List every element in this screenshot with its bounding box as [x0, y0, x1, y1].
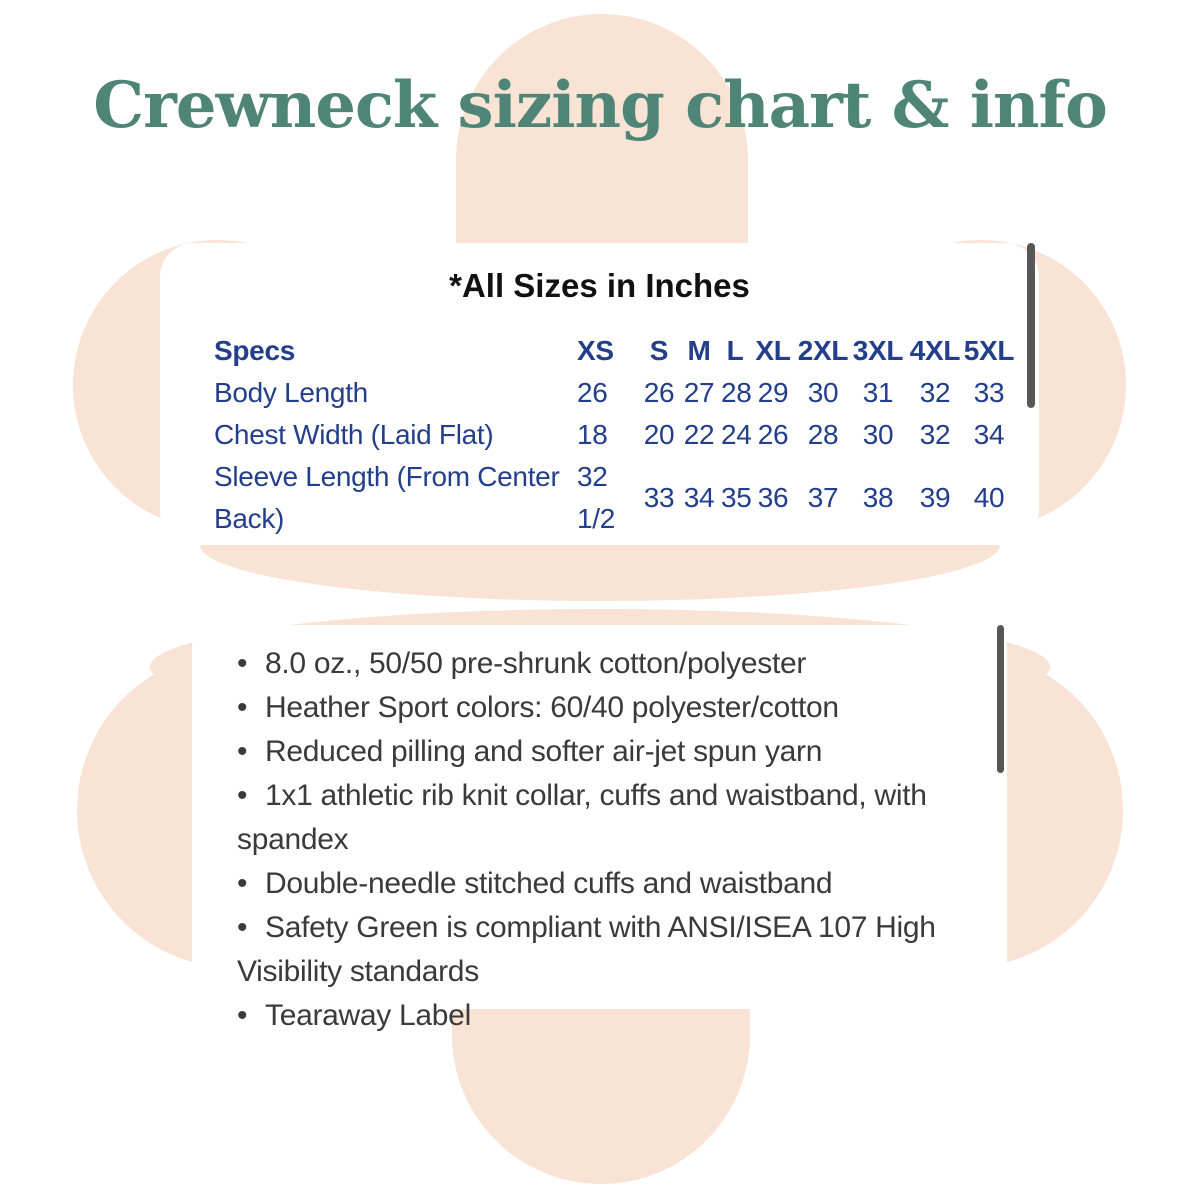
spec-value: 28 [721, 377, 752, 408]
spec-value: 22 [683, 419, 715, 450]
bullet-icon: • [237, 735, 248, 768]
spec-value-line: 1/2 [577, 503, 616, 534]
spec-label-line: Chest Width (Laid Flat) [214, 419, 494, 450]
list-item [237, 642, 977, 686]
spec-value-xs [577, 414, 641, 456]
spec-value: 27 [683, 377, 715, 408]
spec-value: 36 [757, 482, 789, 513]
table-header-size: M [687, 335, 711, 366]
spec-value-line: 26 [577, 377, 608, 408]
spec-value: 24 [721, 419, 752, 450]
list-item [237, 774, 977, 862]
table-header-row [214, 330, 1015, 372]
list-item [237, 994, 977, 1038]
sizing-table [214, 330, 1015, 540]
list-item [237, 906, 977, 994]
spec-value-xs [577, 372, 641, 414]
spec-value: 29 [757, 377, 789, 408]
spec-value: 35 [721, 482, 752, 513]
table-row [214, 456, 1015, 540]
spec-value: 40 [973, 482, 1005, 513]
list-item-line: • Reduced pilling and softer air-jet spun yarn [237, 730, 977, 774]
spec-label-line: Body Length [214, 377, 368, 408]
table-header-size: 2XL [797, 335, 849, 366]
spec-value: 26 [643, 377, 675, 408]
table-header-size: 3XL [852, 335, 904, 366]
list-item-line: • Double-needle stitched cuffs and waistband [237, 862, 977, 906]
spec-value: 30 [862, 419, 894, 450]
list-item-line: Visibility standards [237, 955, 479, 988]
spec-value: 20 [643, 419, 675, 450]
spec-value: 37 [807, 482, 839, 513]
product-info-list [237, 642, 977, 1038]
list-item [237, 730, 977, 774]
list-item-line: • Heather Sport colors: 60/40 polyester/cotton [237, 686, 977, 730]
spec-label [214, 372, 577, 414]
table-row [214, 414, 1015, 456]
table-header-specs: Specs [214, 335, 295, 366]
page-title: Crewneck sizing chart & info [93, 68, 1107, 143]
list-item-line: spandex [237, 823, 349, 856]
table-header-size: 5XL [963, 335, 1015, 366]
spec-value-line: 32 [577, 461, 608, 492]
sizing-card-scrollbar[interactable] [1027, 243, 1035, 408]
table-header-size: 4XL [909, 335, 961, 366]
bullet-icon: • [237, 911, 248, 944]
list-item-line: • Safety Green is compliant with ANSI/ISEA 107 High [237, 906, 977, 950]
table-header-size: XS [577, 335, 614, 366]
product-info-card [192, 625, 1007, 1032]
list-item [237, 862, 977, 906]
product-info-scrollbar[interactable] [997, 625, 1004, 773]
table-row [214, 372, 1015, 414]
spec-value: 31 [862, 377, 894, 408]
spec-label-line: Sleeve Length (From Center [214, 461, 560, 492]
sizes-heading: *All Sizes in Inches [449, 267, 750, 304]
list-item-line: • 1x1 athletic rib knit collar, cuffs and waistband, with [237, 774, 977, 818]
spec-value: 32 [919, 419, 951, 450]
spec-label-line: Back) [214, 503, 285, 534]
spec-value-xs [577, 456, 641, 540]
sizing-card [160, 243, 1039, 545]
spec-value: 32 [919, 377, 951, 408]
spec-value: 33 [643, 482, 675, 513]
bullet-icon: • [237, 867, 248, 900]
spec-value: 34 [683, 482, 715, 513]
bullet-icon: • [237, 999, 248, 1032]
list-item [237, 686, 977, 730]
spec-value: 26 [757, 419, 789, 450]
table-header-size: L [726, 335, 744, 366]
spec-value: 34 [973, 419, 1005, 450]
bullet-icon: • [237, 691, 248, 724]
bullet-icon: • [237, 779, 248, 812]
bullet-icon: • [237, 647, 248, 680]
spec-value: 39 [919, 482, 951, 513]
spec-label [214, 414, 577, 456]
table-header-size: XL [755, 335, 791, 366]
table-header-size: S [649, 335, 669, 366]
spec-label [214, 456, 577, 540]
spec-value-line: 18 [577, 419, 608, 450]
spec-value: 30 [807, 377, 839, 408]
list-item-line: • 8.0 oz., 50/50 pre-shrunk cotton/polyester [237, 642, 977, 686]
spec-value: 33 [973, 377, 1005, 408]
spec-value: 38 [862, 482, 894, 513]
spec-value: 28 [807, 419, 839, 450]
list-item-line: • Tearaway Label [237, 994, 977, 1038]
